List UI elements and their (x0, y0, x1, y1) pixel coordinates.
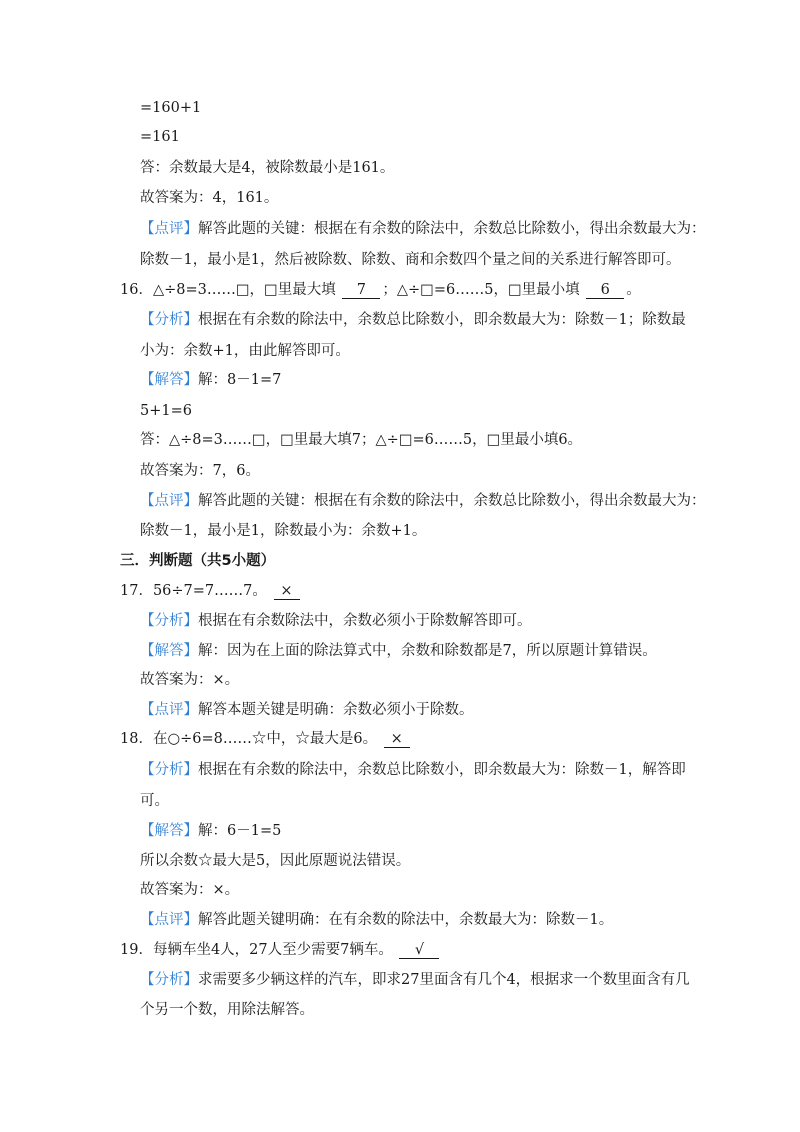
text-line: 答：余数最大是4，被除数最小是161。 (140, 160, 395, 176)
solution-tag: 【解答】 (140, 823, 198, 839)
analysis-tag: 【分析】 (140, 972, 198, 988)
analysis-text: 根据在有余数的除法中，余数总比除数小，即余数最大为：除数－1；除数最 (198, 312, 686, 328)
comment-line (140, 910, 613, 930)
answer-blank: × (384, 731, 410, 748)
comment-text: 解答本题关键是明确：余数必须小于除数。 (198, 702, 474, 718)
solution-tag: 【解答】 (140, 643, 198, 659)
text-line: 5+1=6 (140, 403, 192, 419)
text-line: 故答案为：7，6。 (140, 463, 260, 479)
analysis-text: 根据在有余数的除法中，余数总比除数小，即余数最大为：除数－1，解答即 (198, 762, 686, 778)
question-17 (120, 581, 302, 601)
analysis-line (140, 970, 690, 990)
text-line: 个另一个数，用除法解答。 (140, 1002, 314, 1018)
text-line: 故答案为：×。 (140, 672, 240, 688)
answer-blank: × (274, 583, 300, 600)
answer-blank: 7 (342, 282, 380, 299)
question-16 (120, 280, 641, 300)
text-line: 故答案为：4，161。 (140, 190, 279, 206)
comment-text: 解答此题的关键：根据在有余数的除法中，余数总比除数小，得出余数最大为： (198, 493, 706, 509)
comment-line (140, 700, 474, 720)
question-19 (120, 940, 441, 960)
question-text: 17．56÷7=7……7。 (120, 583, 267, 599)
solution-line (140, 821, 281, 841)
text-line: 除数－1，最小是1，除数最小为：余数+1。 (140, 523, 427, 539)
comment-tag: 【点评】 (140, 912, 198, 928)
analysis-line (140, 760, 686, 780)
analysis-text: 求需要多少辆这样的汽车，即求27里面含有几个4，根据求一个数里面含有几 (198, 972, 690, 988)
solution-line (140, 641, 657, 661)
question-text: 19．每辆车坐4人，27人至少需要7辆车。 (120, 942, 393, 958)
question-text: 16．△÷8=3……□，□里最大填 (120, 282, 336, 298)
analysis-tag: 【分析】 (140, 613, 198, 629)
comment-line (140, 491, 706, 511)
text-line: =160+1 (140, 100, 202, 116)
section-heading: 三．判断题（共5小题） (120, 553, 276, 569)
answer-blank: 6 (586, 282, 624, 299)
text-line: 可。 (140, 793, 169, 809)
analysis-line (140, 611, 532, 631)
analysis-line (140, 310, 686, 330)
comment-tag: 【点评】 (140, 702, 198, 718)
question-text: 。 (626, 282, 641, 298)
text-line: 答：△÷8=3……□，□里最大填7；△÷□=6……5，□里最小填6。 (140, 432, 583, 448)
solution-text: 解：8－1=7 (198, 372, 282, 388)
solution-line (140, 370, 281, 390)
comment-text: 解答此题关键明确：在有余数的除法中，余数最大为：除数－1。 (198, 912, 614, 928)
comment-tag: 【点评】 (140, 221, 198, 237)
question-text: 18．在○÷6=8……☆中，☆最大是6。 (120, 731, 378, 747)
answer-blank: √ (399, 942, 439, 959)
question-text: ；△÷□=6……5，□里最小填 (382, 282, 580, 298)
solution-tag: 【解答】 (140, 372, 198, 388)
text-line: 故答案为：×。 (140, 882, 240, 898)
analysis-tag: 【分析】 (140, 312, 198, 328)
solution-text: 解：6－1=5 (198, 823, 282, 839)
comment-line (140, 219, 706, 239)
text-line: 所以余数☆最大是5，因此原题说法错误。 (140, 853, 411, 869)
text-line: 小为：余数+1，由此解答即可。 (140, 343, 350, 359)
question-18 (120, 729, 412, 749)
comment-text: 解答此题的关键：根据在有余数的除法中，余数总比除数小，得出余数最大为： (198, 221, 706, 237)
analysis-tag: 【分析】 (140, 762, 198, 778)
text-line: 除数－1，最小是1，然后被除数、除数、商和余数四个量之间的关系进行解答即可。 (140, 252, 681, 268)
text-line: =161 (140, 129, 180, 145)
analysis-text: 根据在有余数除法中，余数必须小于除数解答即可。 (198, 613, 532, 629)
comment-tag: 【点评】 (140, 493, 198, 509)
solution-text: 解：因为在上面的除法算式中，余数和除数都是7，所以原题计算错误。 (198, 643, 657, 659)
